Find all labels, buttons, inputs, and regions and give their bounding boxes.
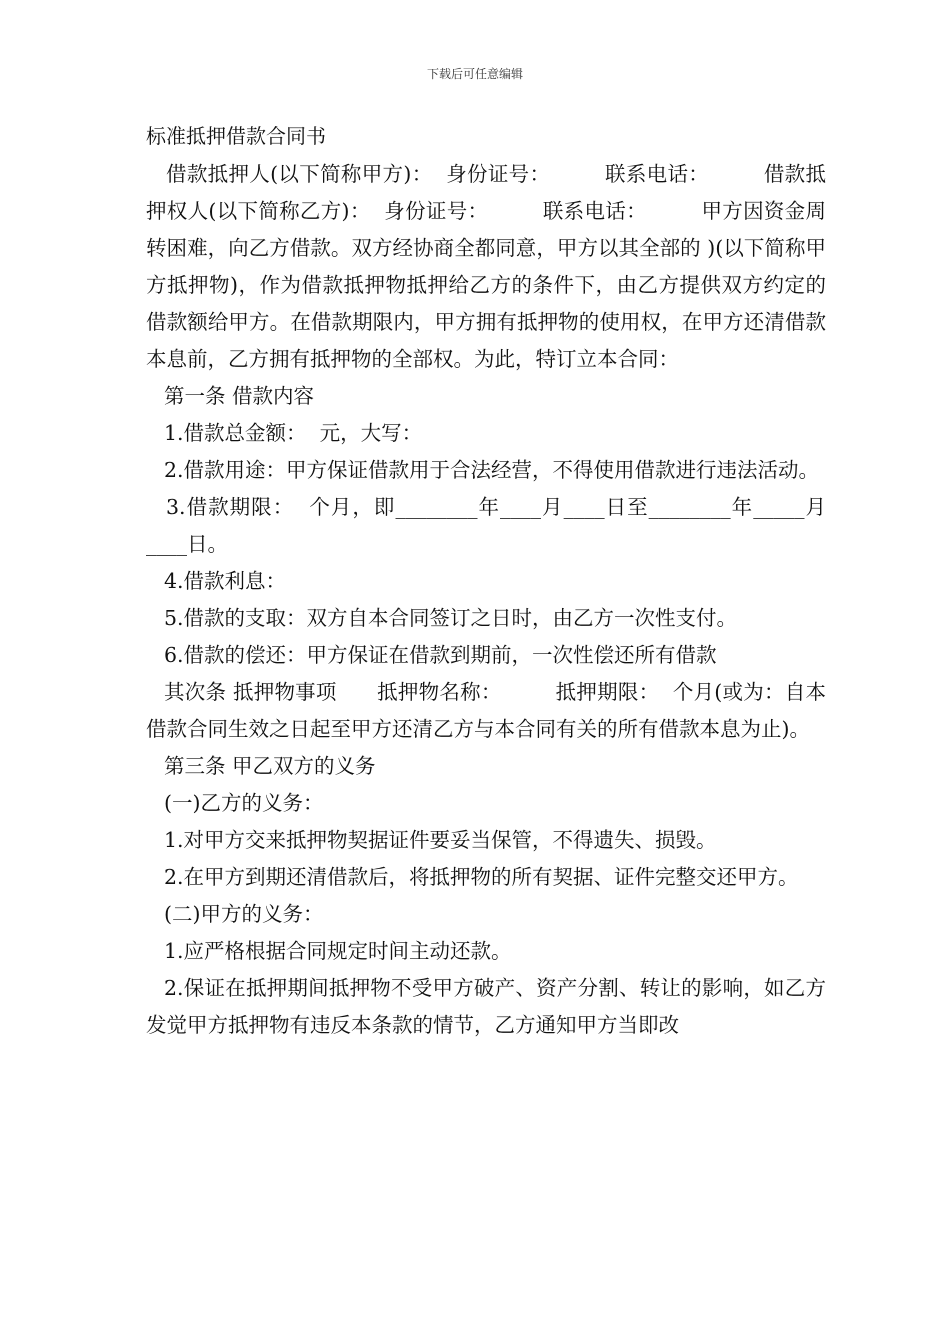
party-a-duty-1: 1.应严格根据合同规定时间主动还款。: [164, 939, 512, 963]
clause-1-4: 4.借款利息：: [164, 569, 287, 593]
article-2-paragraph: 其次条 抵押物事项 抵押物名称： 抵押期限： 个月(或为：自本借款合同生效之日起至甲方还清乙方与本合同有关的所有借款本息为止)。: [146, 680, 826, 741]
clause-1-6: 6.借款的偿还：甲方保证在借款到期前，一次性偿还所有借款: [164, 643, 717, 667]
intro-paragraph: 借款抵押人(以下简称甲方)： 身份证号： 联系电话： 借款抵押权人(以下简称乙方)： 身份证号： 联系电话： 甲方因资金周转困难，向乙方借款。双方经协商全都同意，甲方以其全部的 )(以下简称甲方抵押物)，作为借款抵押物抵押给乙方的条件下，由乙方提供双方约定的借款额给甲方。在借款期限内，甲方拥有抵押物的使用权，在甲方还清借款本息前，乙方拥有抵押物的全部权。为此，特订立本合同：: [146, 162, 826, 371]
party-b-duty-1: 1.对甲方交来抵押物契据证件要妥当保管，不得遗失、损毁。: [164, 828, 717, 852]
article-3-heading: 第三条 甲乙双方的义务: [164, 754, 376, 778]
clause-1-3: 3.借款期限： 个月，即________年____月____日至________年_____月____日。: [146, 495, 826, 556]
document-body: [146, 122, 826, 1044]
clause-1-5: 5.借款的支取：双方自本合同签订之日时，由乙方一次性支付。: [164, 606, 738, 630]
clause-1-1: 1.借款总金额： 元，大写：: [164, 421, 423, 445]
page-header: 下载后可任意编辑: [426, 67, 523, 81]
party-a-duty-2: 2.保证在抵押期间抵押物不受甲方破产、资产分割、转让的影响，如乙方发觉甲方抵押物有违反本条款的情节，乙方通知甲方当即改: [146, 976, 826, 1037]
clause-1-2: 2.借款用途：甲方保证借款用于合法经营，不得使用借款进行违法活动。: [164, 458, 820, 482]
document-title: 标准抵押借款合同书: [146, 124, 326, 148]
article-1-heading: 第一条 借款内容: [164, 384, 315, 408]
party-b-duty-2: 2.在甲方到期还清借款后，将抵押物的所有契据、证件完整交还甲方。: [164, 865, 799, 889]
party-a-duties-heading: (二)甲方的义务：: [164, 902, 324, 926]
party-b-duties-heading: (一)乙方的义务：: [164, 791, 324, 815]
